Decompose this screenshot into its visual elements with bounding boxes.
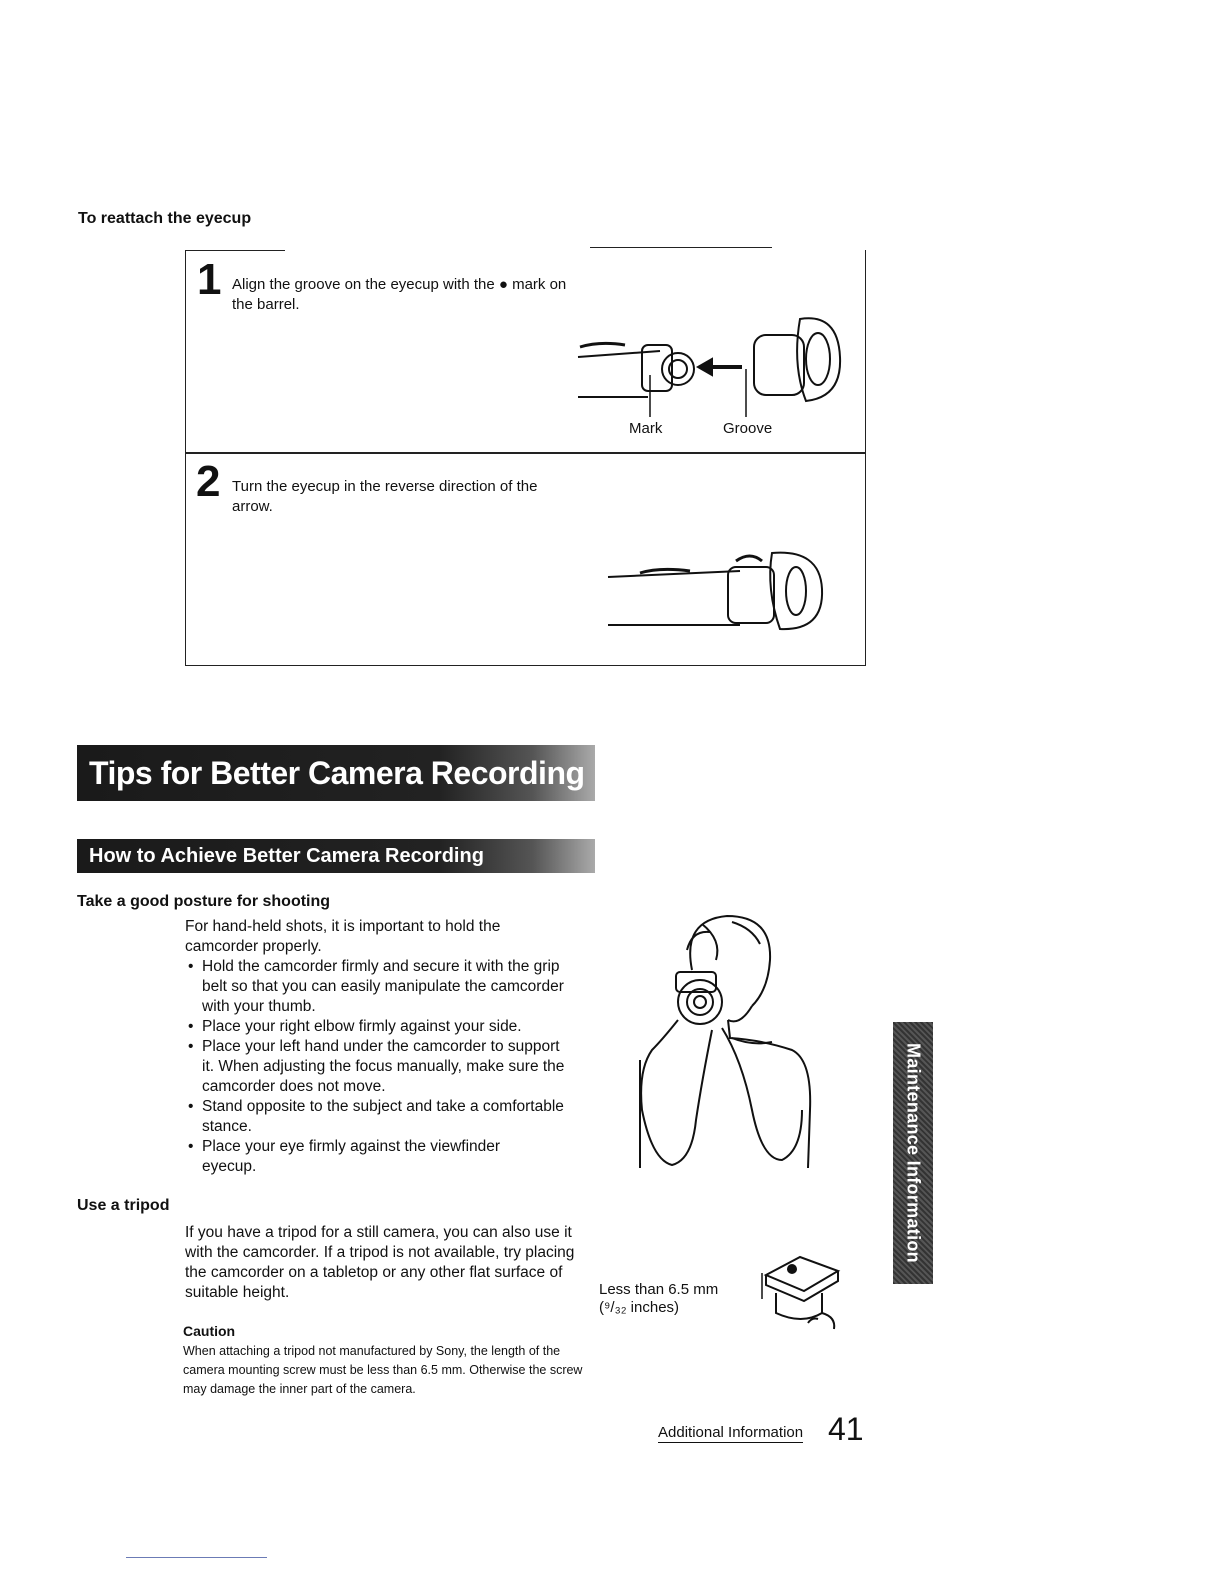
eyecup-align-illustration bbox=[570, 305, 850, 420]
page-number: 41 bbox=[828, 1411, 864, 1447]
step-1-number: 1 bbox=[197, 255, 222, 304]
step-1-top-rule-right bbox=[590, 247, 772, 248]
posture-heading: Take a good posture for shooting bbox=[77, 893, 331, 910]
reattach-heading: To reattach the eyecup bbox=[78, 210, 252, 227]
side-tab-label: Maintenance Information bbox=[903, 1043, 924, 1263]
list-item: • Hold the camcorder firmly and secure it with the grip belt so that you can easily manipulate the camcorder with your thumb. bbox=[185, 957, 570, 1017]
how-to-banner bbox=[77, 839, 595, 873]
tips-banner bbox=[77, 745, 595, 801]
mark-label: Mark bbox=[629, 420, 663, 437]
list-item: • Stand opposite to the subject and take a comfortable stance. bbox=[185, 1097, 570, 1137]
tips-banner-text: Tips for Better Camera Recording bbox=[89, 755, 585, 791]
tripod-heading: Use a tripod bbox=[77, 1197, 170, 1214]
bottom-rule bbox=[126, 1557, 267, 1558]
eyecup-turn-illustration bbox=[600, 545, 840, 635]
list-item: • Place your eye firmly against the viewfinder eyecup. bbox=[185, 1137, 532, 1177]
camera-posture-illustration bbox=[632, 910, 822, 1175]
tripod-screw-illustration bbox=[752, 1253, 844, 1331]
footer-section-label: Additional Information bbox=[658, 1424, 804, 1441]
step-2-text: Turn the eyecup in the reverse direction of the arrow. bbox=[232, 478, 538, 515]
groove-label: Groove bbox=[723, 420, 773, 437]
posture-body bbox=[185, 917, 570, 1177]
screw-length-inches-label: (⁹/₃₂ inches) bbox=[599, 1299, 680, 1316]
section-side-tab bbox=[893, 1022, 933, 1284]
step-1-top-rule-left bbox=[185, 250, 285, 251]
caution-text: When attaching a tripod not manufactured by Sony, the length of the camera mounting screw must be less than 6.5 mm. Otherwise the screw may damage the inner part of the camera. bbox=[183, 1344, 583, 1396]
step-2-number: 2 bbox=[196, 457, 221, 506]
step-1-text: Align the groove on the eyecup with the ● mark on the barrel. bbox=[232, 276, 567, 313]
how-to-banner-text: How to Achieve Better Camera Recording bbox=[89, 845, 484, 867]
list-item: • Place your left hand under the camcorder to support it. When adjusting the focus manually, make sure the camcorder does not move. bbox=[185, 1037, 570, 1097]
screw-length-label: Less than 6.5 mm bbox=[599, 1281, 719, 1298]
list-item: • Place your right elbow firmly against your side. bbox=[185, 1017, 570, 1037]
tripod-text: If you have a tripod for a still camera, you can also use it with the camcorder. If a tripod is not available, try placing the camcorder on a tabletop or any other flat surface of suitable height. bbox=[185, 1224, 575, 1301]
posture-intro: For hand-held shots, it is important to hold the camcorder properly. bbox=[185, 918, 501, 955]
caution-title: Caution bbox=[183, 1323, 236, 1339]
posture-bullet-list bbox=[185, 957, 570, 1177]
